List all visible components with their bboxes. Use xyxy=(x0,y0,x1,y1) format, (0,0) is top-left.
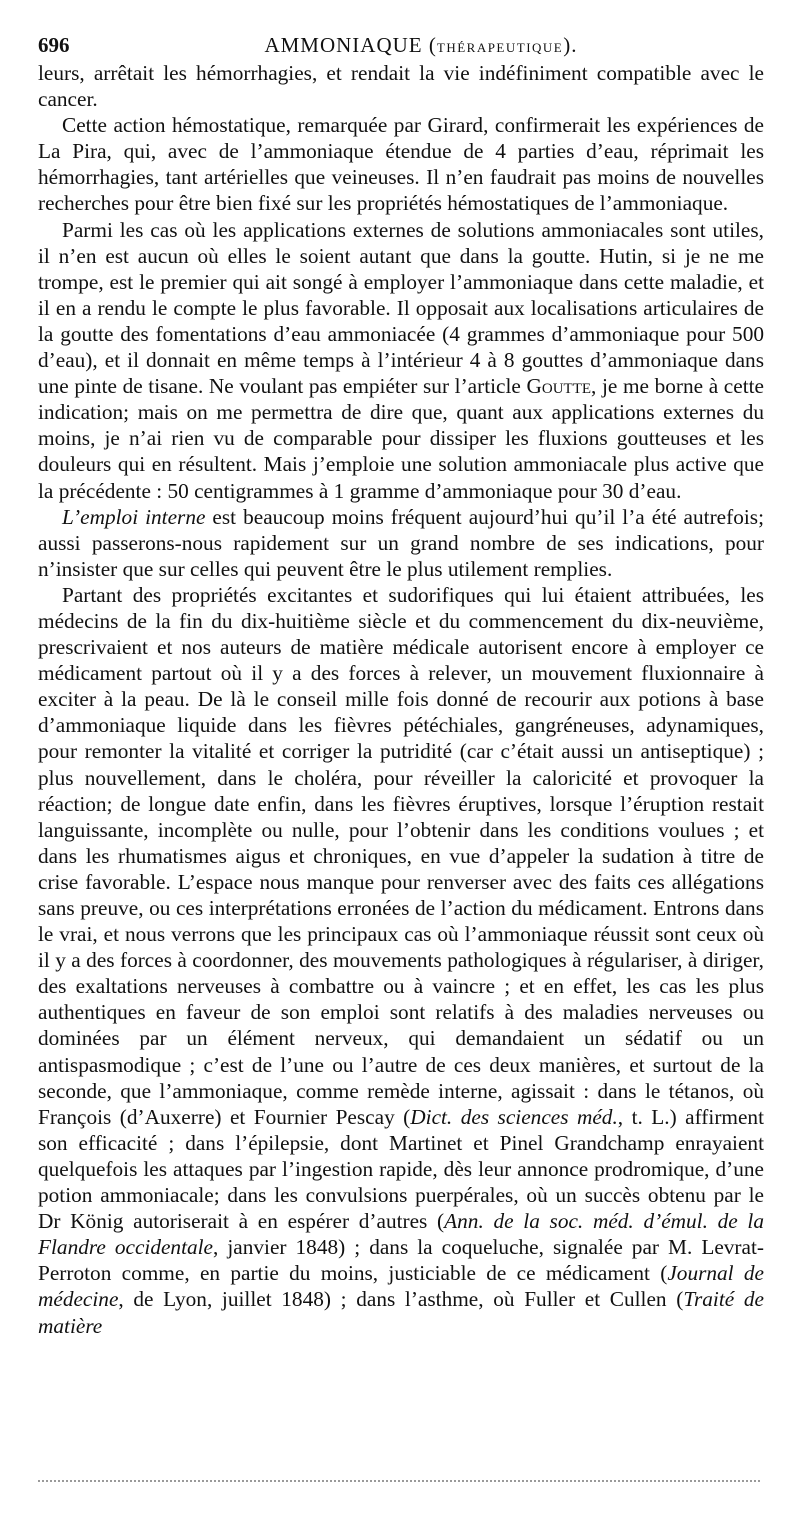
article-reference-goutte: Goutte xyxy=(526,374,592,399)
running-subtitle: THÉRAPEUTIQUE xyxy=(436,40,564,55)
citation-ann-soc-med: Ann. de la soc. méd. d’émul. de la Flandre occidentale xyxy=(38,1209,764,1260)
page-header xyxy=(38,30,764,60)
footer-dotted-rule xyxy=(38,1480,760,1482)
paragraph-5-part-b: , t. L.) affirment son efficacité ; dans l’épilepsie, dont Martinet et Pinel Grandchamp enrayaient quelquefois les attaques par l’ingestion rapide, dès leur annonce prodromique, d’une potion ammoniacale; dans les convulsions puerpérales, où un succès obtenu par le Dr König autoriserait à en espérer d’autres ( xyxy=(38,1104,764,1234)
body-text xyxy=(38,60,764,1339)
running-close: ). xyxy=(563,33,578,57)
paragraph-2: Cette action hémostatique, remarquée par Girard, confirmerait les expériences de La Pira, qui, avec de l’ammoniaque étendue de 4 parties d’eau, réprimait les hémorrhagies, tant artérielles que veineuses. Il n’en faudrait pas moins de nouvelles recherches pour être bien fixé sur les propriétés hémostatiques de l’ammoniaque. xyxy=(38,113,764,216)
citation-journal-medecine: Journal de médecine xyxy=(38,1261,764,1312)
running-title: AMMONIAQUE ( xyxy=(264,33,437,57)
paragraph-5 xyxy=(38,582,764,1339)
paragraph-4 xyxy=(38,504,764,582)
paragraph-4-heading: L’emploi interne xyxy=(62,504,206,529)
paragraph-1: leurs, arrêtait les hémorrhagies, et rendait la vie indéfiniment compatible avec le cancer. xyxy=(38,61,764,112)
citation-traite-matiere: Traité de matière xyxy=(38,1287,764,1338)
paragraph-4-text: est beaucoup moins fréquent aujourd’hui qu’il l’a été autrefois; aussi passerons-nous rapidement sur un grand nombre de ses indications, pour n’insister que sur celles qui peuvent être le plus utilement remplies. xyxy=(38,504,764,581)
page-number: 696 xyxy=(38,33,70,57)
paragraph-5-part-a: Partant des propriétés excitantes et sudorifiques qui lui étaient attribuées, les médecins de la fin du dix-huitième siècle et du commencement du dix-neuvième, prescrivaient et nos auteurs de matière médicale autorisent encore à employer ce médicament partout où il y a des forces à relever, un mouvement fluxionnaire à exciter à la peau. De là le conseil mille fois donné de recourir aux potions à base d’ammoniaque liquide dans les fièvres pétéchiales, gangréneuses, adynamiques, pour remonter la vitalité et corriger la putridité (car c’était aussi un antiseptique) ; plus nouvellement, dans le choléra, pour réveiller la caloricité et provoquer la réaction; de longue date enfin, dans les fièvres éruptives, lorsque l’éruption restait languissante, incomplète ou nulle, pour l’obtenir dans les conditions voulues ; et dans les rhumatismes aigus et chroniques, en vue d’appeler la sudation à titre de crise favorable. L’espace nous manque pour renverser avec des faits ces allégations sans preuve, ou ces interprétations erronées de l’action du médicament. Entrons dans le vrai, et nous verrons que les principaux cas où l’ammoniaque réussit sont ceux où il y a des forces à coordonner, des mouvements pathologiques à régulariser, à diriger, des exaltations nerveuses à combattre ou à vaincre ; et en effet, les cas les plus authentiques en faveur de son emploi sont relatifs à des maladies nerveuses ou dominées par un élément nerveux, qui demandaient un sédatif ou un antispasmodique ; c’est de l’une ou l’autre de ces deux manières, et surtout de la seconde, que l’ammoniaque, comme remède interne, agissait : dans le tétanos, où François (d’Auxerre) et Fournier Pescay ( xyxy=(38,582,764,1129)
citation-dict-sciences-med: Dict. des sciences méd. xyxy=(410,1104,618,1129)
paragraph-5-part-d: , de Lyon, juillet 1848) ; dans l’asthme, où Fuller et Cullen ( xyxy=(118,1287,684,1312)
paragraph-3-part-a: Parmi les cas où les applications externes de solutions ammoniacales sont utiles, il n’en est aucun où elles le soient autant que dans la goutte. Hutin, si je ne me trompe, est le premier qui ait songé à employer l’ammoniaque dans cette maladie, et il en a rendu le compte le plus favorable. Il opposait aux localisations articulaires de la goutte des fomentations d’eau ammoniacée (4 grammes d’ammoniaque pour 500 d’eau), et il donnait en même temps à l’intérieur 4 à 8 gouttes d’ammoniaque dans une pinte de tisane. Ne voulant pas empiéter sur l’article xyxy=(38,217,764,399)
paragraph-3 xyxy=(38,217,764,504)
running-head xyxy=(38,30,764,63)
paragraph-5-part-c: , janvier 1848) ; dans la coqueluche, signalée par M. Levrat-Perroton comme, en partie du moins, justiciable de ce médicament ( xyxy=(38,1235,764,1286)
book-page xyxy=(38,30,764,1339)
paragraph-3-part-b: , je me borne à cette indication; mais on me permettra de dire que, quant aux applications externes du moins, je n’ai rien vu de comparable pour dissiper les fluxions goutteuses et les douleurs qui en résultent. Mais j’emploie une solution ammoniacale plus active que la précédente : 50 centigrammes à 1 gramme d’ammoniaque pour 30 d’eau. xyxy=(38,374,765,503)
